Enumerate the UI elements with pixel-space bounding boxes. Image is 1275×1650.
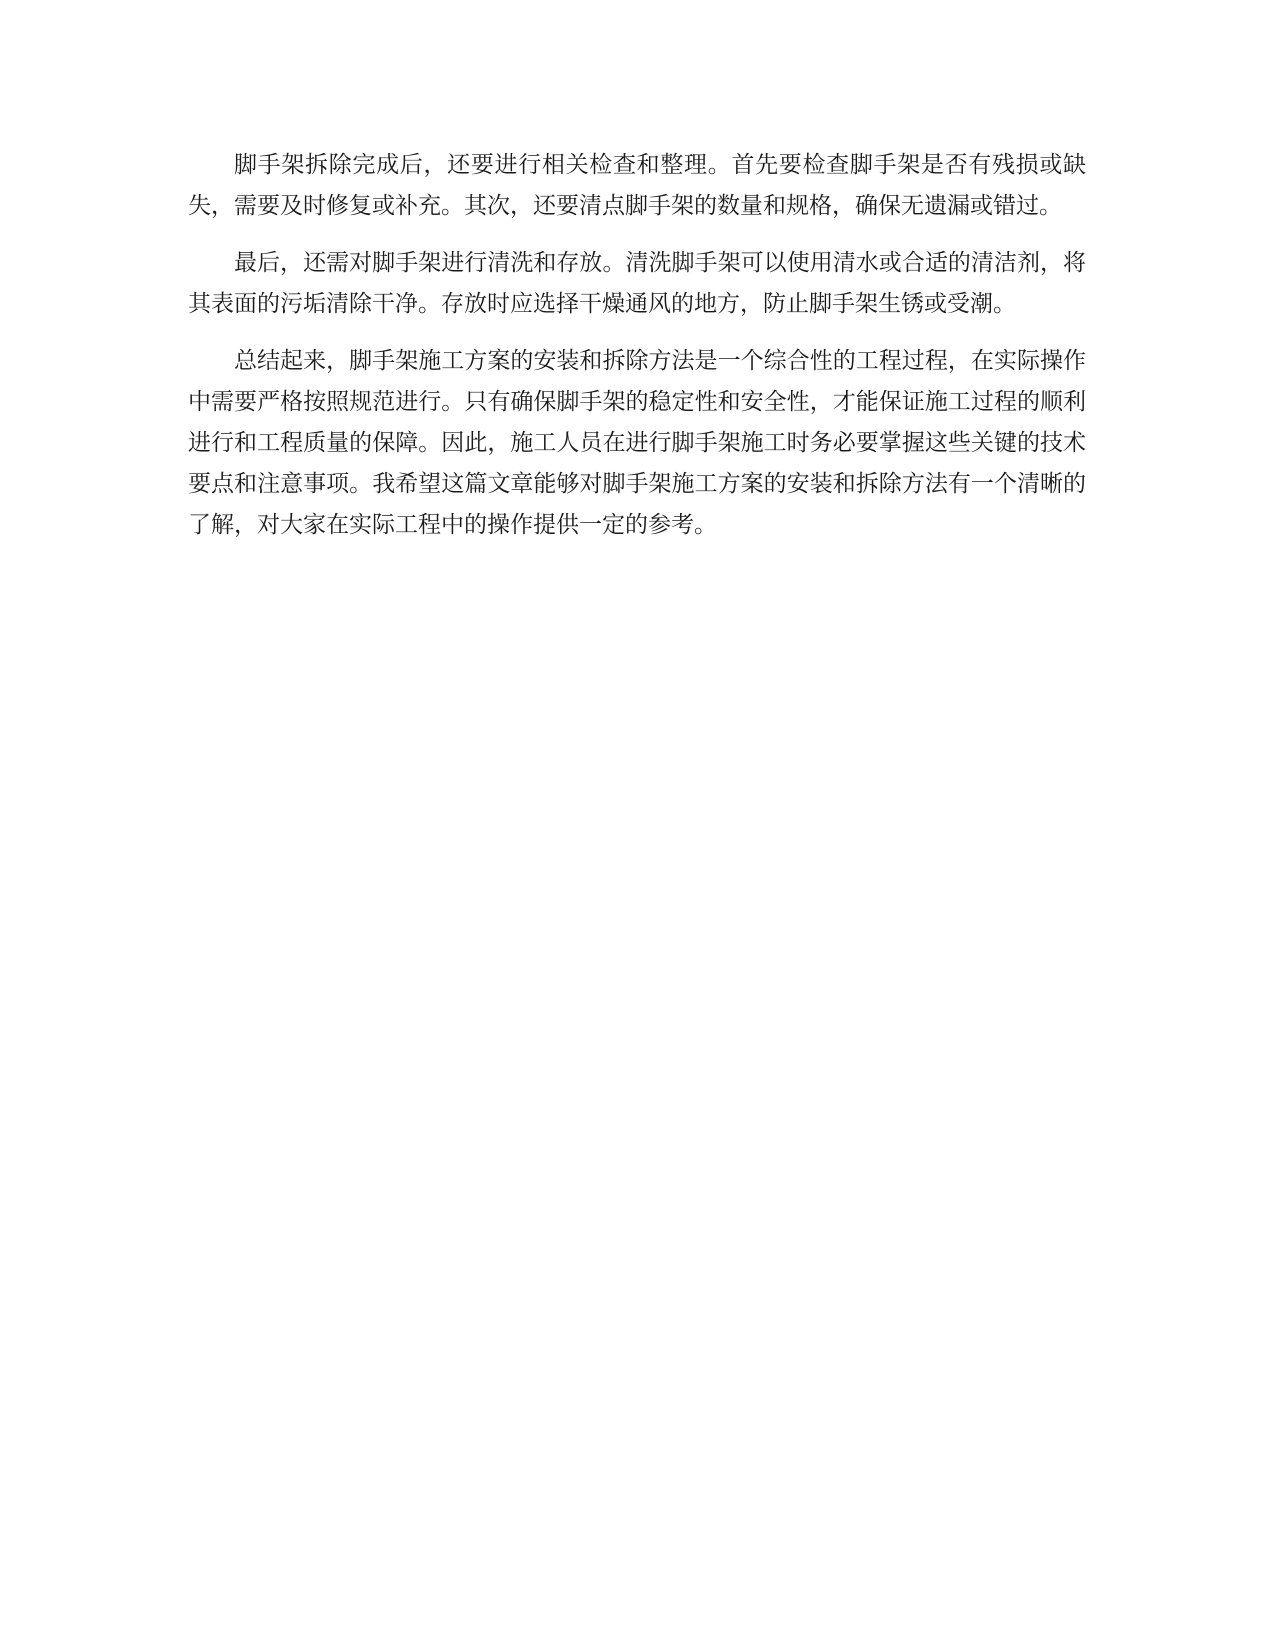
paragraph-inspection: 脚手架拆除完成后，还要进行相关检查和整理。首先要检查脚手架是否有残损或缺失，需要及时修复或补充。其次，还要清点脚手架的数量和规格，确保无遗漏或错过。 (188, 152, 1086, 219)
document-body (188, 145, 1086, 562)
paragraph-cleaning-storage: 最后，还需对脚手架进行清洗和存放。清洗脚手架可以使用清水或合适的清洁剂，将其表面的污垢清除干净。存放时应选择干燥通风的地方，防止脚手架生锈或受潮。 (188, 250, 1086, 317)
paragraph-summary: 总结起来，脚手架施工方案的安装和拆除方法是一个综合性的工程过程，在实际操作中需要严格按照规范进行。只有确保脚手架的稳定性和安全性，才能保证施工过程的顺利进行和工程质量的保障。因此，施工人员在进行脚手架施工时务必要掌握这些关键的技术要点和注意事项。我希望这篇文章能够对脚手架施工方案的安装和拆除方法有一个清晰的了解，对大家在实际工程中的操作提供一定的参考。 (188, 348, 1086, 538)
